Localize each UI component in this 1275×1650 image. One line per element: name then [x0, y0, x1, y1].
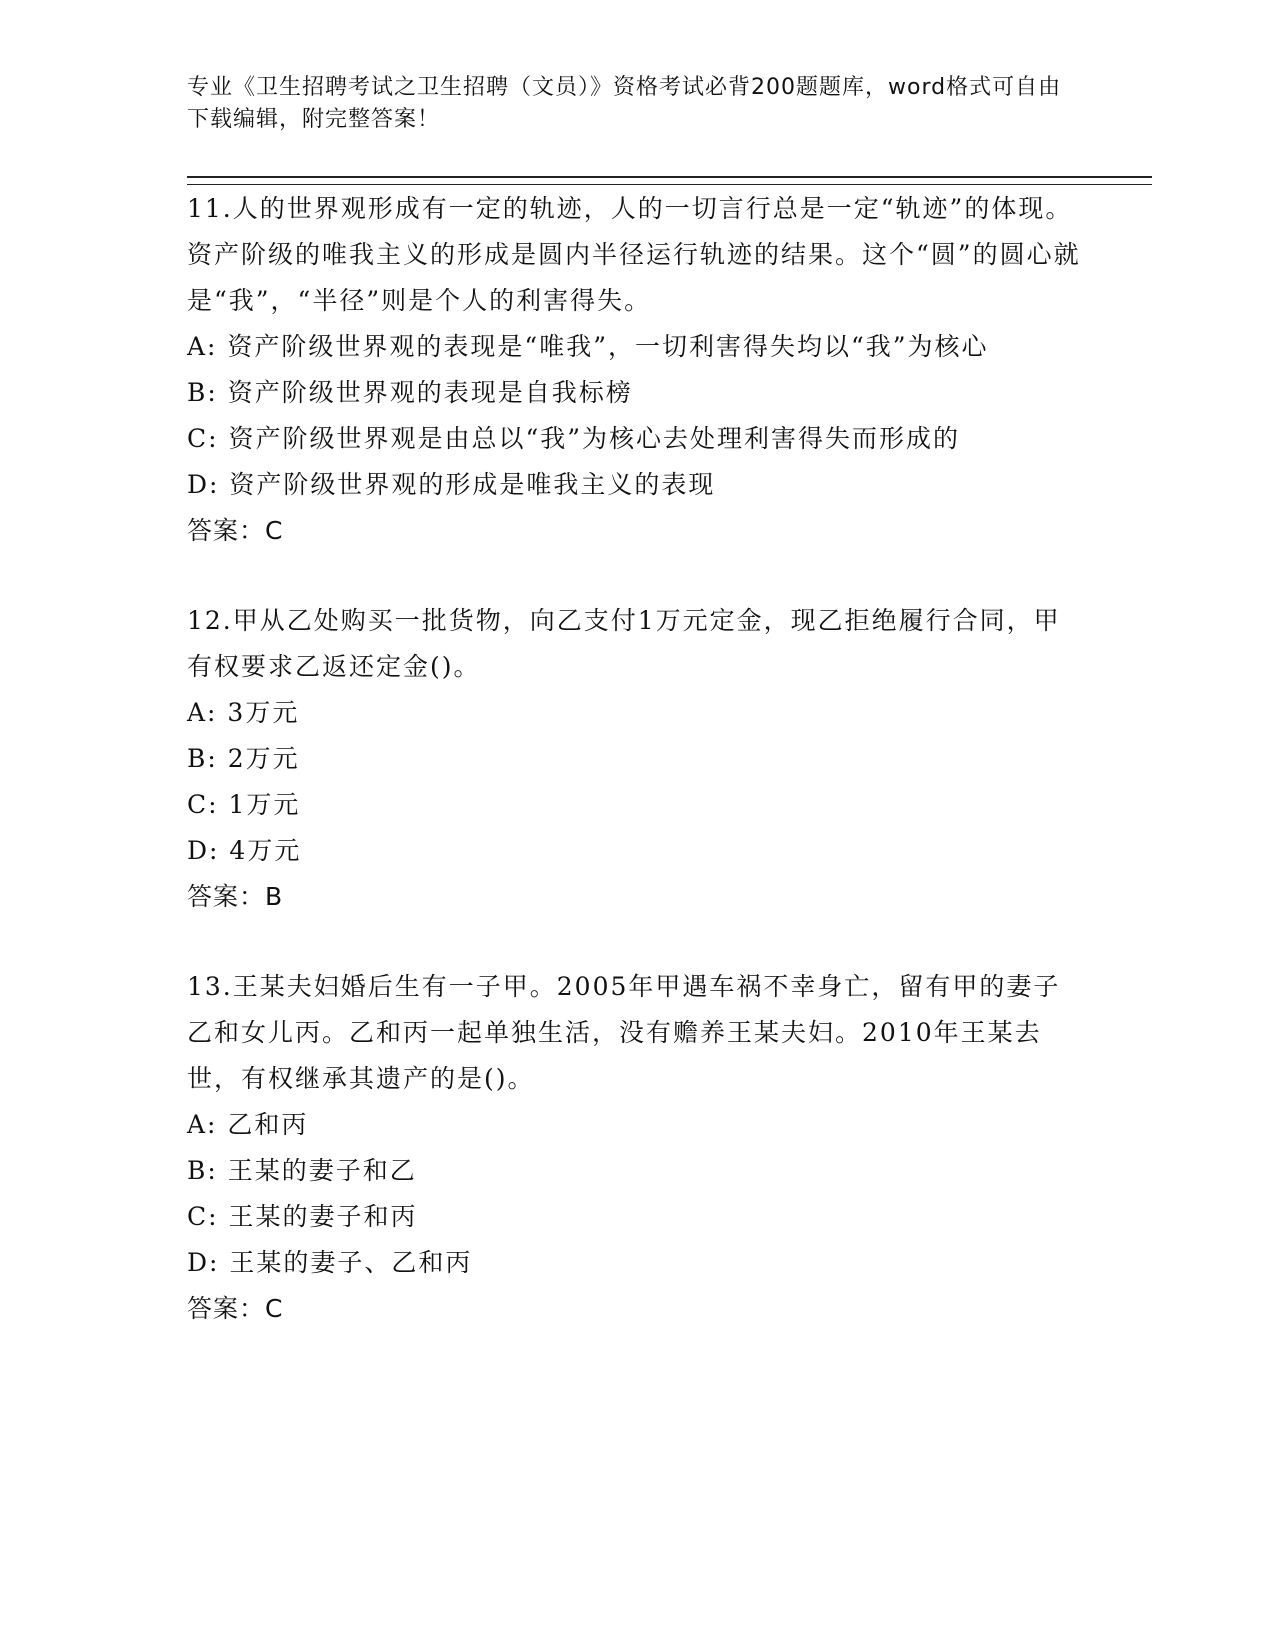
- option-a: A: 资产阶级世界观的表现是“唯我”，一切利害得失均以“我”为核心: [187, 332, 989, 361]
- option-d: D: 资产阶级世界观的形成是唯我主义的表现: [187, 470, 716, 499]
- option-a: A: 3万元: [187, 698, 300, 727]
- option-c: C: 王某的妻子和丙: [187, 1202, 418, 1231]
- question-stem: 11.人的世界观形成有一定的轨迹，人的一切言行总是一定“轨迹”的体现。资产阶级的唯我主义的形成是圆内半径运行轨迹的结果。这个“圆”的圆心就是“我”，“半径”则是个人的利害得失。: [187, 194, 1081, 315]
- header-divider: [187, 176, 1152, 185]
- option-a: A: 乙和丙: [187, 1110, 309, 1139]
- answer: 答案：C: [187, 516, 284, 545]
- option-c: C: 资产阶级世界观是由总以“我”为核心去处理利害得失而形成的: [187, 424, 961, 453]
- question-list: [187, 186, 1087, 1376]
- option-d: D: 王某的妻子、乙和丙: [187, 1248, 473, 1277]
- question-stem: 12.甲从乙处购买一批货物，向乙支付1万元定金，现乙拒绝履行合同，甲有权要求乙返还定金()。: [187, 606, 1061, 681]
- answer: 答案：C: [187, 1294, 284, 1323]
- option-d: D: 4万元: [187, 836, 302, 865]
- page-header: 专业《卫生招聘考试之卫生招聘（文员）》资格考试必背200题题库，word格式可自由下载编辑，附完整答案！: [187, 75, 1062, 132]
- answer: 答案：B: [187, 882, 284, 911]
- option-b: B: 2万元: [187, 744, 300, 773]
- option-b: B: 王某的妻子和乙: [187, 1156, 417, 1185]
- question-stem: 13.王某夫妇婚后生有一子甲。2005年甲遇车祸不幸身亡，留有甲的妻子乙和女儿丙。乙和丙一起单独生活，没有赡养王某夫妇。2010年王某去世，有权继承其遗产的是()。: [187, 972, 1061, 1093]
- question-11: [187, 186, 1087, 554]
- question-13: [187, 964, 1087, 1332]
- option-c: C: 1万元: [187, 790, 301, 819]
- question-12: [187, 598, 1087, 920]
- option-b: B: 资产阶级世界观的表现是自我标榜: [187, 378, 633, 407]
